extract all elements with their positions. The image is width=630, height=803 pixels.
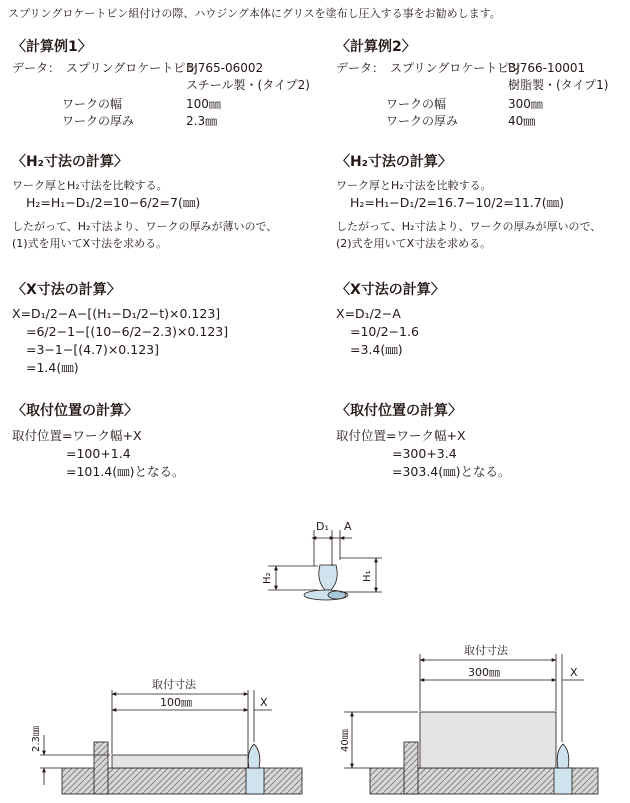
position-line-2: =300+3.4 bbox=[392, 446, 457, 461]
position-line-1: 取付位置=ワーク幅+X bbox=[336, 428, 466, 443]
item-label: スプリングロケートピン bbox=[66, 61, 198, 75]
thickness-label: ワークの厚み bbox=[386, 114, 459, 128]
thickness-label: ワークの厚み bbox=[62, 114, 135, 128]
h2-note-2: (1)式を用いてX寸法を求める。 bbox=[12, 237, 168, 250]
a-label: A bbox=[344, 520, 352, 533]
x-line-1: X=D₁/2−A−[(H₁−D₁/2−t)×0.123] bbox=[12, 306, 221, 321]
pin-head bbox=[248, 744, 260, 768]
left-stop-post bbox=[404, 742, 418, 794]
width-value: 100㎜ bbox=[186, 97, 221, 111]
h2-calc-title: 〈H₂寸法の計算〉 bbox=[336, 154, 452, 170]
h2-calc-title: 〈H₂寸法の計算〉 bbox=[12, 154, 128, 170]
width-label: ワークの幅 bbox=[386, 97, 447, 111]
x-line-4: =1.4(㎜) bbox=[26, 360, 79, 375]
example2-title: 〈計算例2〉 bbox=[336, 39, 416, 55]
data-label: データ： bbox=[12, 61, 61, 75]
thickness-value: 40㎜ bbox=[508, 114, 536, 128]
h2-compare: ワーク厚とH₂寸法を比較する。 bbox=[336, 179, 492, 192]
x-calc-title: 〈X寸法の計算〉 bbox=[336, 282, 445, 298]
part-number: BJ765-06002 bbox=[186, 61, 264, 75]
x-line-3: =3.4(㎜) bbox=[350, 342, 403, 357]
example1-title: 〈計算例1〉 bbox=[12, 39, 92, 55]
thickness-dimension-label: 40㎜ bbox=[340, 729, 351, 752]
d1-label: D₁ bbox=[316, 520, 329, 533]
left-stop-post bbox=[94, 742, 108, 794]
h2-formula: H₂=H₁−D₁/2=10−6/2=7(㎜) bbox=[26, 195, 201, 210]
intro-text: スプリングロケートピン組付けの際、ハウジング本体にグリスを塗布し圧入する事をお勧めします。 bbox=[8, 7, 501, 20]
pin-body bbox=[319, 565, 337, 590]
material: 樹脂製・(タイプ1) bbox=[508, 78, 609, 92]
h2-label: H₂ bbox=[262, 572, 273, 584]
pin-housing bbox=[554, 768, 572, 794]
h1-label: H₁ bbox=[362, 570, 373, 582]
pin-head bbox=[557, 744, 569, 768]
x-calc-title: 〈X寸法の計算〉 bbox=[12, 282, 121, 298]
x-line-2: =10/2−1.6 bbox=[350, 324, 419, 339]
h2-formula: H₂=H₁−D₁/2=16.7−10/2=11.7(㎜) bbox=[350, 195, 564, 210]
item-label: スプリングロケートピン bbox=[390, 61, 522, 75]
position-line-1: 取付位置=ワーク幅+X bbox=[12, 428, 142, 443]
workpiece bbox=[112, 755, 248, 768]
mount-dimension-label: 取付寸法 bbox=[152, 678, 196, 691]
x-line-3: =3−1−[(4.7)×0.123] bbox=[26, 342, 159, 357]
x-line-1: X=D₁/2−A bbox=[336, 306, 401, 321]
material: スチール製・(タイプ2) bbox=[186, 78, 310, 92]
h2-compare: ワーク厚とH₂寸法を比較する。 bbox=[12, 179, 168, 192]
workpiece bbox=[420, 712, 556, 768]
thickness-value: 2.3㎜ bbox=[186, 114, 218, 128]
width-value: 300㎜ bbox=[508, 97, 543, 111]
h2-note-2: (2)式を用いてX寸法を求める。 bbox=[336, 237, 492, 250]
thickness-dimension-label: 2.3㎜ bbox=[31, 726, 42, 752]
position-calc-title: 〈取付位置の計算〉 bbox=[12, 403, 138, 419]
mount-dimension-label: 取付寸法 bbox=[464, 644, 508, 657]
position-calc-title: 〈取付位置の計算〉 bbox=[336, 403, 462, 419]
x-label: X bbox=[260, 696, 268, 709]
position-line-3: =303.4(㎜)となる。 bbox=[392, 464, 511, 479]
width-dimension-label: 100㎜ bbox=[160, 696, 192, 709]
position-line-3: =101.4(㎜)となる。 bbox=[66, 464, 185, 479]
data-label: データ： bbox=[336, 61, 385, 75]
position-line-2: =100+1.4 bbox=[66, 446, 131, 461]
h2-note-1: したがって、H₂寸法より、ワークの厚みが薄いので、 bbox=[12, 220, 278, 233]
h2-note-1: したがって、H₂寸法より、ワークの厚みが厚いので、 bbox=[336, 220, 602, 233]
pin-housing bbox=[246, 768, 264, 794]
x-label: X bbox=[570, 666, 578, 679]
width-dimension-label: 300㎜ bbox=[468, 666, 500, 679]
pin-dimension-diagram bbox=[268, 530, 382, 600]
part-number: BJ766-10001 bbox=[508, 61, 586, 75]
width-label: ワークの幅 bbox=[62, 97, 123, 111]
x-line-2: =6/2−1−[(10−6/2−2.3)×0.123] bbox=[26, 324, 229, 339]
